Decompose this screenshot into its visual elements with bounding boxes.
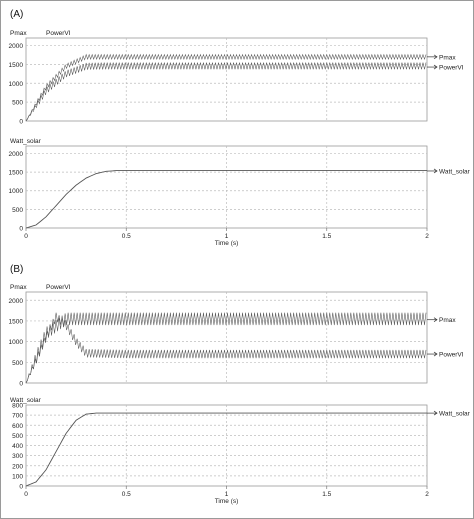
- y-tick-label: 0: [19, 118, 23, 126]
- y-tick-label: 500: [12, 99, 23, 107]
- y-tick-label: 1000: [8, 188, 23, 196]
- y-tick-label: 0: [19, 225, 23, 233]
- x-tick-label: 1.5: [322, 491, 332, 498]
- x-tick-label: 0.5: [121, 491, 131, 498]
- legend-powervi-label: PowerVI: [439, 64, 464, 72]
- y-tick-label: 1500: [8, 318, 23, 326]
- series-title-powervi: PowerVI: [46, 284, 71, 291]
- y-tick-label: 100: [12, 473, 23, 481]
- legend-watt-solar-label: Watt_solar: [439, 410, 470, 418]
- y-tick-label: 2000: [8, 43, 23, 51]
- series-title-watt-solar: Watt_solar: [10, 138, 41, 145]
- plot-b-top: [26, 292, 437, 383]
- x-tick-label: 1: [224, 233, 229, 240]
- panel-label-a: (A): [10, 9, 24, 20]
- plot-a-bottom: [26, 146, 437, 231]
- panel-label-b: (B): [10, 264, 24, 275]
- plot-b-bottom: [26, 405, 437, 489]
- series-title-pmax: Pmax: [10, 284, 27, 291]
- x-tick-label: 1: [224, 491, 229, 498]
- y-tick-label: 2000: [8, 297, 23, 305]
- series-title-powervi: PowerVI: [46, 30, 71, 37]
- legend-watt-solar-label: Watt_solar: [439, 168, 470, 176]
- x-tick-label: 0: [24, 491, 28, 498]
- y-tick-label: 1000: [8, 80, 23, 88]
- x-axis-label: Time (s): [214, 498, 239, 505]
- legend-pmax-label: Pmax: [439, 317, 456, 325]
- y-tick-label: 500: [12, 359, 23, 367]
- x-tick-label: 1.5: [322, 233, 332, 240]
- y-tick-label: 200: [12, 463, 23, 471]
- y-tick-label: 800: [12, 402, 23, 410]
- y-tick-label: 700: [12, 412, 23, 420]
- y-tick-label: 1500: [8, 61, 23, 69]
- y-tick-label: 600: [12, 422, 23, 430]
- y-tick-label: 300: [12, 453, 23, 461]
- legend-pmax-label: Pmax: [439, 54, 456, 62]
- legend-powervi-label: PowerVI: [439, 351, 464, 359]
- plot-a-top: [26, 38, 437, 121]
- y-tick-label: 2000: [8, 150, 23, 158]
- x-tick-label: 2: [425, 233, 429, 240]
- y-tick-label: 400: [12, 443, 23, 450]
- y-tick-label: 0: [19, 483, 23, 491]
- x-tick-label: 0.5: [121, 233, 131, 240]
- y-tick-label: 500: [12, 432, 23, 440]
- y-tick-label: 500: [12, 206, 23, 214]
- x-tick-label: 2: [425, 491, 429, 498]
- y-tick-label: 1000: [8, 339, 23, 347]
- x-axis-label: Time (s): [214, 240, 239, 247]
- series-title-watt-solar: Watt_solar: [10, 397, 41, 404]
- y-tick-label: 1500: [8, 169, 23, 177]
- y-tick-label: 0: [19, 380, 23, 388]
- x-tick-label: 0: [24, 233, 28, 240]
- series-title-pmax: Pmax: [10, 30, 27, 37]
